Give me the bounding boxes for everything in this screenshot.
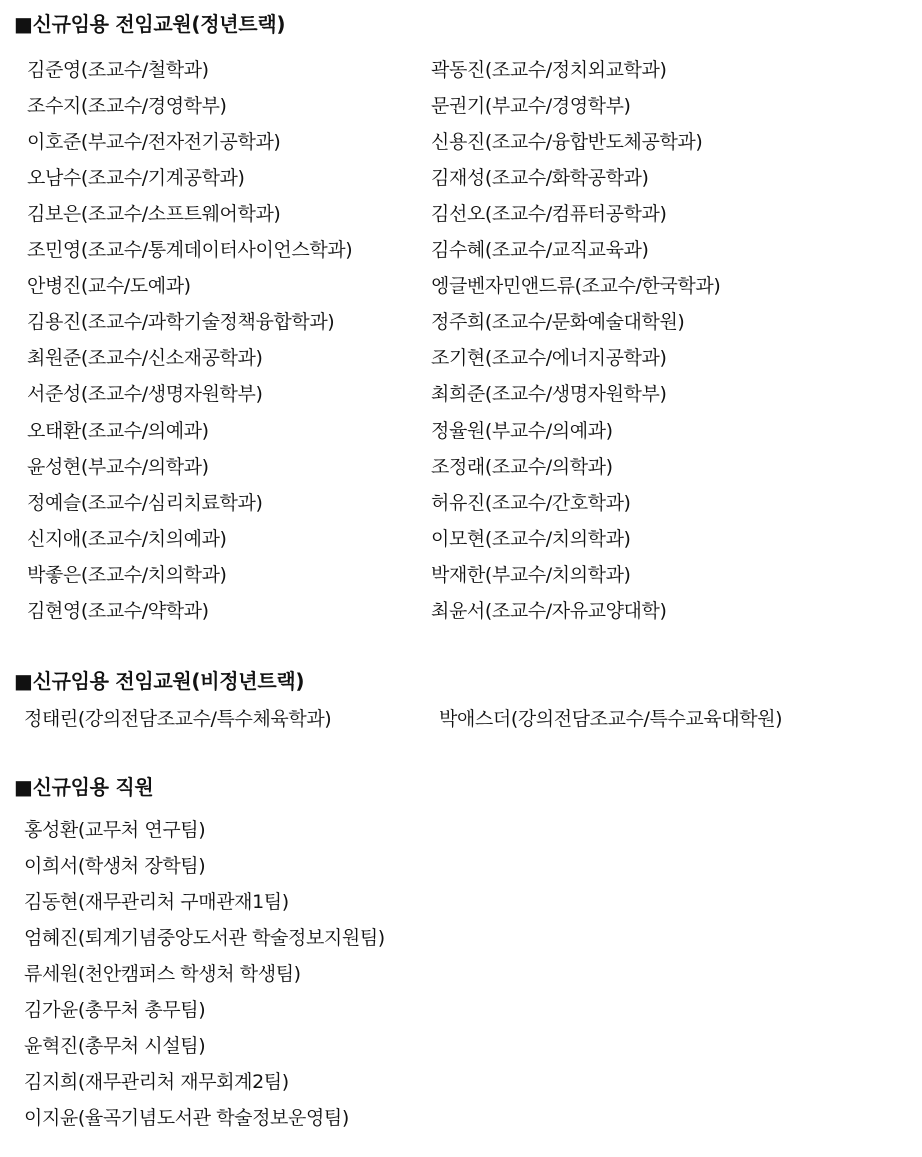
tenure-right-entry: 정주희(조교수/문화예술대학원) bbox=[431, 311, 685, 333]
tenure-left-entry: 김준영(조교수/철학과) bbox=[27, 59, 209, 81]
tenure-left-entry: 오남수(조교수/기계공학과) bbox=[27, 167, 245, 189]
tenure-left-entry: 안병진(교수/도예과) bbox=[27, 275, 191, 297]
staff-entry: 김가윤(총무처 총무팀) bbox=[24, 999, 206, 1021]
staff-entry: 윤혁진(총무처 시설팀) bbox=[24, 1035, 206, 1057]
staff-entry: 류세원(천안캠퍼스 학생처 학생팀) bbox=[24, 963, 301, 985]
tenure-left-entry: 신지애(조교수/치의예과) bbox=[27, 528, 227, 550]
tenure-right-entry: 정율원(부교수/의예과) bbox=[431, 420, 613, 442]
staff-entry: 이지윤(율곡기념도서관 학술정보운영팀) bbox=[24, 1107, 349, 1129]
staff-heading: ■신규임용 직원 bbox=[14, 775, 154, 799]
tenure-right-entry: 김선오(조교수/컴퓨터공학과) bbox=[431, 203, 667, 225]
tenure-right-entry: 최희준(조교수/생명자원학부) bbox=[431, 383, 667, 405]
tenure-left-entry: 조수지(조교수/경영학부) bbox=[27, 95, 227, 117]
tenure-right-entry: 허유진(조교수/간호학과) bbox=[431, 492, 631, 514]
staff-entry: 김동현(재무관리처 구매관재1팀) bbox=[24, 891, 289, 913]
non-tenure-track-heading: ■신규임용 전임교원(비정년트랙) bbox=[14, 669, 305, 693]
tenure-left-entry: 윤성현(부교수/의학과) bbox=[27, 456, 209, 478]
staff-entry: 이희서(학생처 장학팀) bbox=[24, 855, 206, 877]
tenure-right-entry: 조정래(조교수/의학과) bbox=[431, 456, 613, 478]
tenure-left-entry: 조민영(조교수/통계데이터사이언스학과) bbox=[27, 239, 353, 261]
tenure-right-entry: 김재성(조교수/화학공학과) bbox=[431, 167, 649, 189]
staff-entry: 김지희(재무관리처 재무회계2팀) bbox=[24, 1071, 289, 1093]
staff-entry: 엄혜진(퇴계기념중앙도서관 학술정보지원팀) bbox=[24, 927, 385, 949]
non-tenure-entry: 정태린(강의전담조교수/특수체육학과) bbox=[24, 708, 332, 730]
tenure-left-entry: 박좋은(조교수/치의학과) bbox=[27, 564, 227, 586]
tenure-left-entry: 정예슬(조교수/심리치료학과) bbox=[27, 492, 263, 514]
tenure-left-entry: 서준성(조교수/생명자원학부) bbox=[27, 383, 263, 405]
tenure-right-entry: 조기현(조교수/에너지공학과) bbox=[431, 347, 667, 369]
tenure-right-entry: 최윤서(조교수/자유교양대학) bbox=[431, 600, 667, 622]
tenure-right-entry: 문권기(부교수/경영학부) bbox=[431, 95, 631, 117]
tenure-right-entry: 박재한(부교수/치의학과) bbox=[431, 564, 631, 586]
tenure-left-entry: 오태환(조교수/의예과) bbox=[27, 420, 209, 442]
tenure-left-entry: 김현영(조교수/약학과) bbox=[27, 600, 209, 622]
tenure-right-entry: 곽동진(조교수/정치외교학과) bbox=[431, 59, 667, 81]
tenure-track-heading: ■신규임용 전임교원(정년트랙) bbox=[14, 12, 286, 36]
non-tenure-entry: 박애스더(강의전담조교수/특수교육대학원) bbox=[439, 708, 783, 730]
staff-entry: 홍성환(교무처 연구팀) bbox=[24, 819, 206, 841]
tenure-left-entry: 이호준(부교수/전자전기공학과) bbox=[27, 131, 281, 153]
tenure-right-entry: 이모현(조교수/치의학과) bbox=[431, 528, 631, 550]
tenure-left-entry: 최원준(조교수/신소재공학과) bbox=[27, 347, 263, 369]
tenure-right-entry: 엥글벤자민앤드류(조교수/한국학과) bbox=[431, 275, 721, 297]
tenure-left-entry: 김용진(조교수/과학기술정책융합학과) bbox=[27, 311, 335, 333]
tenure-right-entry: 김수혜(조교수/교직교육과) bbox=[431, 239, 649, 261]
tenure-left-entry: 김보은(조교수/소프트웨어학과) bbox=[27, 203, 281, 225]
tenure-right-entry: 신용진(조교수/융합반도체공학과) bbox=[431, 131, 703, 153]
